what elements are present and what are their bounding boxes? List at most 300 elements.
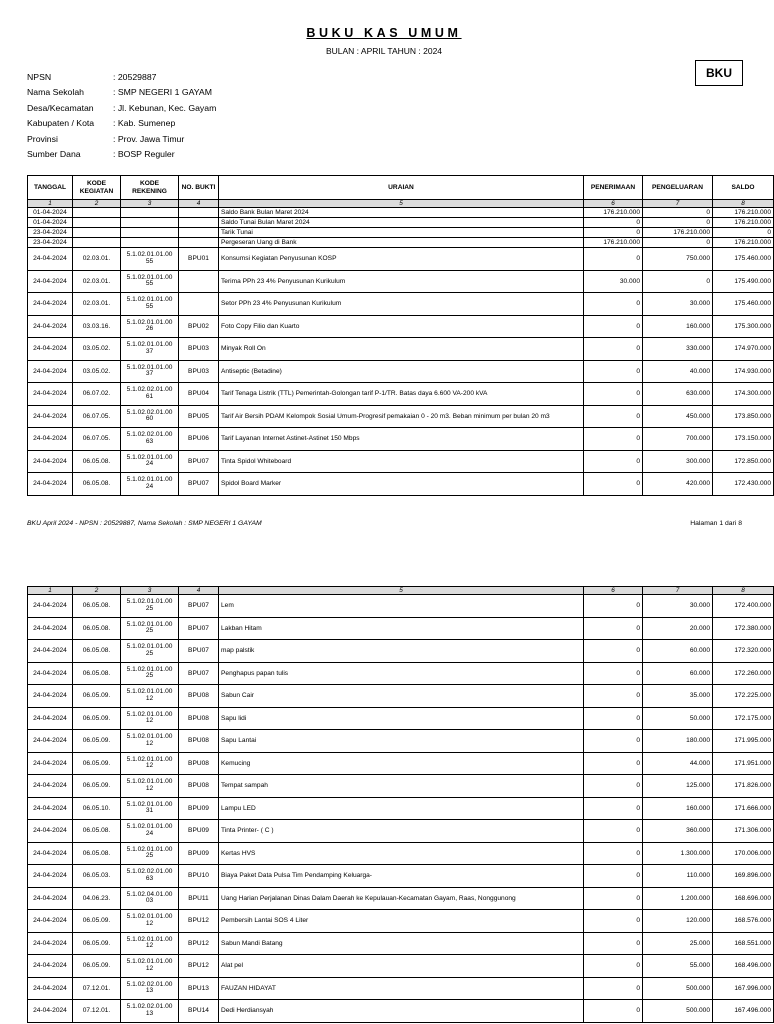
info-row <box>27 147 216 163</box>
cell-tanggal: 24-04-2024 <box>28 315 73 338</box>
kode-rekening-suffix: 12 <box>145 942 154 950</box>
kode-rekening-suffix: 12 <box>145 739 154 747</box>
cell-penerimaan: 0 <box>584 842 643 865</box>
cell-kode-kegiatan: 06.07.05. <box>73 428 121 451</box>
cell-penerimaan: 0 <box>584 820 643 843</box>
cell-kode-kegiatan <box>73 208 121 218</box>
info-label: Sumber Dana <box>27 149 81 160</box>
cell-pengeluaran: 35.000 <box>643 685 713 708</box>
table-row <box>28 752 774 775</box>
cell-pengeluaran: 360.000 <box>643 820 713 843</box>
cell-uraian: Tarif Tenaga Listrik (TTL) Pemerintah-Golongan tarif P-1/TR. Batas daya 6.600 VA-200 kVA <box>219 383 584 406</box>
cell-kode-kegiatan: 07.12.01. <box>73 977 121 1000</box>
cell-saldo: 168.576.000 <box>713 910 774 933</box>
table-header-row <box>28 176 774 200</box>
cell-pengeluaran: 0 <box>643 238 713 248</box>
kode-rekening-suffix: 24 <box>145 460 154 468</box>
cell-uraian: Sabun Mandi Batang <box>219 932 584 955</box>
kode-rekening-main: 5.1.02.02.01.00 <box>126 1003 173 1011</box>
cell-saldo: 172.400.000 <box>713 595 774 618</box>
cell-no-bukti: BPU05 <box>179 405 219 428</box>
cell-penerimaan: 0 <box>584 338 643 361</box>
cell-kode-rekening <box>121 248 179 271</box>
cell-kode-kegiatan: 06.05.10. <box>73 797 121 820</box>
cell-penerimaan: 0 <box>584 617 643 640</box>
table-row <box>28 315 774 338</box>
kode-rekening-main: 5.1.02.01.01.00 <box>126 935 173 943</box>
cell-kode-rekening <box>121 450 179 473</box>
info-value: : SMP NEGERI 1 GAYAM <box>113 87 212 98</box>
table-row <box>28 1000 774 1023</box>
cell-saldo: 172.380.000 <box>713 617 774 640</box>
cell-kode-kegiatan: 06.05.08. <box>73 662 121 685</box>
cell-uraian: Kemucing <box>219 752 584 775</box>
cell-kode-rekening <box>121 842 179 865</box>
cell-no-bukti: BPU08 <box>179 752 219 775</box>
cell-saldo: 176.210.000 <box>713 208 774 218</box>
cell-saldo: 171.666.000 <box>713 797 774 820</box>
cell-saldo: 171.951.000 <box>713 752 774 775</box>
column-number: 7 <box>643 587 713 595</box>
cell-saldo: 172.320.000 <box>713 640 774 663</box>
kode-rekening-main: 5.1.02.01.01.00 <box>126 598 173 606</box>
cell-penerimaan: 0 <box>584 640 643 663</box>
kode-rekening-suffix: 12 <box>145 762 154 770</box>
table-row <box>28 360 774 383</box>
cell-uraian: Sapu lidi <box>219 707 584 730</box>
cell-kode-kegiatan: 02.03.01. <box>73 270 121 293</box>
column-header: URAIAN <box>219 176 584 200</box>
info-value: : Prov. Jawa Timur <box>113 133 185 144</box>
cell-pengeluaran: 330.000 <box>643 338 713 361</box>
cell-kode-kegiatan: 06.05.08. <box>73 617 121 640</box>
cell-no-bukti <box>179 218 219 228</box>
cell-uraian: Lampu LED <box>219 797 584 820</box>
cell-uraian: Foto Copy Filio dan Kuarto <box>219 315 584 338</box>
cell-pengeluaran: 44.000 <box>643 752 713 775</box>
info-row <box>27 100 216 116</box>
cell-saldo: 175.460.000 <box>713 248 774 271</box>
cell-pengeluaran: 1.200.000 <box>643 887 713 910</box>
kode-rekening-suffix: 37 <box>145 347 154 355</box>
cell-uraian: Alat pel <box>219 955 584 978</box>
cell-pengeluaran: 50.000 <box>643 707 713 730</box>
cell-pengeluaran: 0 <box>643 208 713 218</box>
table-row <box>28 707 774 730</box>
kode-rekening-suffix: 63 <box>145 874 154 882</box>
info-row <box>27 69 216 85</box>
cell-kode-rekening <box>121 752 179 775</box>
bku-badge: BKU <box>695 60 743 86</box>
cell-penerimaan: 0 <box>584 662 643 685</box>
column-number: 4 <box>179 587 219 595</box>
info-row <box>27 85 216 101</box>
column-number: 7 <box>643 200 713 208</box>
cell-saldo: 175.460.000 <box>713 293 774 316</box>
table-row <box>28 820 774 843</box>
info-row <box>27 116 216 132</box>
table-row <box>28 797 774 820</box>
cell-penerimaan: 0 <box>584 932 643 955</box>
cell-pengeluaran: 60.000 <box>643 662 713 685</box>
cell-tanggal: 24-04-2024 <box>28 707 73 730</box>
cell-tanggal: 24-04-2024 <box>28 1000 73 1023</box>
cell-kode-rekening <box>121 977 179 1000</box>
cell-penerimaan: 176.210.000 <box>584 208 643 218</box>
kode-rekening-main: 5.1.02.01.01.00 <box>126 620 173 628</box>
cell-no-bukti: BPU02 <box>179 315 219 338</box>
cell-tanggal: 24-04-2024 <box>28 775 73 798</box>
kode-rekening-suffix: 25 <box>145 852 154 860</box>
column-number: 6 <box>584 200 643 208</box>
cell-saldo: 175.300.000 <box>713 315 774 338</box>
table-row <box>28 595 774 618</box>
cell-kode-rekening <box>121 910 179 933</box>
cell-no-bukti: BPU08 <box>179 685 219 708</box>
cell-kode-rekening <box>121 338 179 361</box>
cell-tanggal: 24-04-2024 <box>28 842 73 865</box>
school-info <box>27 69 216 162</box>
kode-rekening-suffix: 55 <box>145 280 154 288</box>
kode-rekening-main: 5.1.02.01.01.00 <box>126 665 173 673</box>
cell-uraian: FAUZAN HIDAYAT <box>219 977 584 1000</box>
cell-no-bukti: BPU07 <box>179 595 219 618</box>
cell-uraian: Kertas HVS <box>219 842 584 865</box>
cell-no-bukti: BPU11 <box>179 887 219 910</box>
cell-kode-kegiatan <box>73 228 121 238</box>
kode-rekening-suffix: 25 <box>145 604 154 612</box>
cell-no-bukti: BPU07 <box>179 662 219 685</box>
cell-kode-kegiatan: 07.12.01. <box>73 1000 121 1023</box>
cell-tanggal: 01-04-2024 <box>28 218 73 228</box>
cell-uraian: Tarif Layanan Internet Astinet-Astinet 150 Mbps <box>219 428 584 451</box>
cell-kode-kegiatan <box>73 218 121 228</box>
document-subtitle: BULAN : APRIL TAHUN : 2024 <box>325 46 443 56</box>
cell-penerimaan: 0 <box>584 218 643 228</box>
kode-rekening-main: 5.1.02.01.01.00 <box>126 476 173 484</box>
cell-tanggal: 24-04-2024 <box>28 662 73 685</box>
cell-kode-kegiatan: 06.05.09. <box>73 752 121 775</box>
cell-tanggal: 23-04-2024 <box>28 238 73 248</box>
info-label: Kabupaten / Kota <box>27 118 95 129</box>
cell-tanggal: 24-04-2024 <box>28 910 73 933</box>
cell-penerimaan: 176.210.000 <box>584 238 643 248</box>
cell-no-bukti: BPU07 <box>179 473 219 496</box>
table-row <box>28 228 774 238</box>
cell-pengeluaran: 176.210.000 <box>643 228 713 238</box>
cell-kode-kegiatan: 06.05.08. <box>73 820 121 843</box>
cell-penerimaan: 0 <box>584 865 643 888</box>
table-row <box>28 450 774 473</box>
cell-tanggal: 24-04-2024 <box>28 293 73 316</box>
cell-no-bukti: BPU12 <box>179 932 219 955</box>
kode-rekening-suffix: 12 <box>145 919 154 927</box>
table-row <box>28 955 774 978</box>
cell-saldo: 168.551.000 <box>713 932 774 955</box>
cell-uraian: Konsumsi Kegiatan Penyusunan KOSP <box>219 248 584 271</box>
cell-no-bukti: BPU09 <box>179 842 219 865</box>
cell-tanggal: 24-04-2024 <box>28 685 73 708</box>
table-row <box>28 640 774 663</box>
kode-rekening-main: 5.1.02.01.01.00 <box>126 845 173 853</box>
table-row <box>28 775 774 798</box>
info-value: : Jl. Kebunan, Kec. Gayam <box>113 102 217 113</box>
kode-rekening-suffix: 37 <box>145 370 154 378</box>
cell-penerimaan: 0 <box>584 730 643 753</box>
table-row <box>28 248 774 271</box>
cell-uraian: Saldo Tunai Bulan Maret 2024 <box>219 218 584 228</box>
cell-uraian: Antiseptic (Betadine) <box>219 360 584 383</box>
kode-rekening-main: 5.1.02.01.01.00 <box>126 755 173 763</box>
cell-kode-rekening <box>121 208 179 218</box>
cell-penerimaan: 0 <box>584 383 643 406</box>
cell-penerimaan: 0 <box>584 405 643 428</box>
kode-rekening-main: 5.1.02.02.01.00 <box>126 431 173 439</box>
cell-saldo: 174.970.000 <box>713 338 774 361</box>
cell-kode-rekening <box>121 685 179 708</box>
cell-tanggal: 24-04-2024 <box>28 977 73 1000</box>
cell-tanggal: 24-04-2024 <box>28 617 73 640</box>
cell-pengeluaran: 750.000 <box>643 248 713 271</box>
column-header: TANGGAL <box>28 176 73 200</box>
cell-no-bukti <box>179 238 219 248</box>
cell-penerimaan: 0 <box>584 752 643 775</box>
cell-penerimaan: 0 <box>584 293 643 316</box>
cell-kode-kegiatan: 06.05.09. <box>73 910 121 933</box>
cell-tanggal: 24-04-2024 <box>28 887 73 910</box>
kode-rekening-main: 5.1.02.01.01.00 <box>126 643 173 651</box>
cell-kode-kegiatan: 06.05.09. <box>73 707 121 730</box>
cell-kode-kegiatan: 02.03.01. <box>73 248 121 271</box>
cell-tanggal: 24-04-2024 <box>28 360 73 383</box>
kode-rekening-main: 5.1.02.01.01.00 <box>126 733 173 741</box>
cell-no-bukti <box>179 270 219 293</box>
kode-rekening-main: 5.1.02.01.01.00 <box>126 273 173 281</box>
cell-kode-kegiatan: 06.05.09. <box>73 955 121 978</box>
cell-saldo: 172.430.000 <box>713 473 774 496</box>
kode-rekening-main: 5.1.02.01.01.00 <box>126 913 173 921</box>
cell-no-bukti <box>179 293 219 316</box>
kode-rekening-suffix: 25 <box>145 672 154 680</box>
cell-kode-rekening <box>121 932 179 955</box>
cell-penerimaan: 0 <box>584 955 643 978</box>
cell-saldo: 171.306.000 <box>713 820 774 843</box>
table-row <box>28 730 774 753</box>
cell-penerimaan: 0 <box>584 595 643 618</box>
kode-rekening-suffix: 55 <box>145 302 154 310</box>
cell-saldo: 175.490.000 <box>713 270 774 293</box>
cell-no-bukti: BPU08 <box>179 730 219 753</box>
cell-tanggal: 24-04-2024 <box>28 338 73 361</box>
cell-saldo: 171.995.000 <box>713 730 774 753</box>
cell-uraian: Terima PPh 23 4% Penyusunan Kurikulum <box>219 270 584 293</box>
table-row <box>28 338 774 361</box>
cell-kode-rekening <box>121 238 179 248</box>
cell-uraian: Minyak Roll On <box>219 338 584 361</box>
table-row <box>28 428 774 451</box>
cell-penerimaan: 0 <box>584 977 643 1000</box>
cell-no-bukti: BPU07 <box>179 617 219 640</box>
cell-kode-rekening <box>121 428 179 451</box>
cell-penerimaan: 0 <box>584 1000 643 1023</box>
kode-rekening-main: 5.1.02.01.01.00 <box>126 251 173 259</box>
cell-uraian: Penghapus papan tulis <box>219 662 584 685</box>
cell-kode-kegiatan: 06.05.08. <box>73 450 121 473</box>
kode-rekening-main: 5.1.02.01.01.00 <box>126 800 173 808</box>
cell-no-bukti: BPU12 <box>179 955 219 978</box>
cell-tanggal: 24-04-2024 <box>28 383 73 406</box>
column-header: PENERIMAAN <box>584 176 643 200</box>
kode-rekening-suffix: 26 <box>145 325 154 333</box>
cell-saldo: 176.210.000 <box>713 238 774 248</box>
cell-no-bukti: BPU14 <box>179 1000 219 1023</box>
cell-tanggal: 24-04-2024 <box>28 428 73 451</box>
info-label: Desa/Kecamatan <box>27 102 94 113</box>
column-number: 8 <box>713 200 774 208</box>
cell-penerimaan: 0 <box>584 248 643 271</box>
cell-kode-kegiatan: 06.05.08. <box>73 640 121 663</box>
cell-pengeluaran: 500.000 <box>643 977 713 1000</box>
cell-kode-rekening <box>121 955 179 978</box>
cell-pengeluaran: 40.000 <box>643 360 713 383</box>
cell-pengeluaran: 20.000 <box>643 617 713 640</box>
table-row <box>28 293 774 316</box>
cell-kode-rekening <box>121 270 179 293</box>
column-header: PENGELUARAN <box>643 176 713 200</box>
cell-uraian: Saldo Bank Bulan Maret 2024 <box>219 208 584 218</box>
column-number: 8 <box>713 587 774 595</box>
table-row <box>28 270 774 293</box>
cell-pengeluaran: 700.000 <box>643 428 713 451</box>
cell-uraian: Tinta Spidol Whiteboard <box>219 450 584 473</box>
kode-rekening-suffix: 24 <box>145 482 154 490</box>
cell-saldo: 169.896.000 <box>713 865 774 888</box>
kode-rekening-main: 5.1.02.01.01.00 <box>126 958 173 966</box>
cell-kode-rekening <box>121 797 179 820</box>
cell-kode-rekening <box>121 595 179 618</box>
cell-kode-rekening <box>121 383 179 406</box>
kode-rekening-suffix: 12 <box>145 717 154 725</box>
cell-tanggal: 23-04-2024 <box>28 228 73 238</box>
column-number: 3 <box>121 587 179 595</box>
cell-pengeluaran: 125.000 <box>643 775 713 798</box>
cell-no-bukti: BPU03 <box>179 360 219 383</box>
cell-penerimaan: 0 <box>584 450 643 473</box>
kode-rekening-suffix: 63 <box>145 437 154 445</box>
cell-uraian: Sabun Cair <box>219 685 584 708</box>
cell-kode-kegiatan: 06.05.03. <box>73 865 121 888</box>
cell-saldo: 0 <box>713 228 774 238</box>
cell-uraian: Dedi Herdiansyah <box>219 1000 584 1023</box>
cell-pengeluaran: 420.000 <box>643 473 713 496</box>
cell-penerimaan: 0 <box>584 473 643 496</box>
cell-saldo: 172.175.000 <box>713 707 774 730</box>
cell-kode-rekening <box>121 228 179 238</box>
cell-kode-kegiatan: 06.05.08. <box>73 595 121 618</box>
cell-kode-rekening <box>121 293 179 316</box>
cell-kode-kegiatan: 06.05.09. <box>73 775 121 798</box>
cell-tanggal: 24-04-2024 <box>28 595 73 618</box>
kode-rekening-main: 5.1.02.01.01.00 <box>126 688 173 696</box>
cell-saldo: 170.006.000 <box>713 842 774 865</box>
kode-rekening-suffix: 12 <box>145 784 154 792</box>
cell-kode-rekening <box>121 1000 179 1023</box>
cell-saldo: 172.260.000 <box>713 662 774 685</box>
cell-saldo: 173.150.000 <box>713 428 774 451</box>
column-number: 6 <box>584 587 643 595</box>
cell-uraian: Lem <box>219 595 584 618</box>
page-number: Halaman 1 dari 8 <box>690 520 742 527</box>
cell-saldo: 168.496.000 <box>713 955 774 978</box>
column-number: 2 <box>73 200 121 208</box>
cell-pengeluaran: 0 <box>643 218 713 228</box>
cell-kode-kegiatan: 03.05.02. <box>73 360 121 383</box>
kode-rekening-main: 5.1.02.04.01.00 <box>126 890 173 898</box>
kode-rekening-main: 5.1.02.01.01.00 <box>126 710 173 718</box>
cell-kode-rekening <box>121 405 179 428</box>
cell-penerimaan: 0 <box>584 910 643 933</box>
cell-kode-rekening <box>121 315 179 338</box>
kode-rekening-main: 5.1.02.02.01.00 <box>126 980 173 988</box>
cell-penerimaan: 0 <box>584 707 643 730</box>
cell-pengeluaran: 120.000 <box>643 910 713 933</box>
cell-no-bukti: BPU09 <box>179 797 219 820</box>
cell-kode-rekening <box>121 218 179 228</box>
kode-rekening-main: 5.1.02.02.01.00 <box>126 386 173 394</box>
cell-uraian: Setor PPh 23 4% Penyusunan Kurikulum <box>219 293 584 316</box>
cell-tanggal: 24-04-2024 <box>28 640 73 663</box>
cell-kode-rekening <box>121 640 179 663</box>
ledger-table-page1 <box>27 175 774 496</box>
cell-no-bukti: BPU13 <box>179 977 219 1000</box>
cell-tanggal: 24-04-2024 <box>28 932 73 955</box>
cell-no-bukti: BPU01 <box>179 248 219 271</box>
cell-no-bukti: BPU07 <box>179 640 219 663</box>
info-label: Nama Sekolah <box>27 87 84 98</box>
table-row <box>28 662 774 685</box>
cell-uraian: Biaya Paket Data Pulsa Tim Pendamping Keluarga- <box>219 865 584 888</box>
cell-tanggal: 24-04-2024 <box>28 248 73 271</box>
kode-rekening-main: 5.1.02.01.01.00 <box>126 296 173 304</box>
table-row <box>28 617 774 640</box>
cell-tanggal: 24-04-2024 <box>28 820 73 843</box>
cell-saldo: 174.300.000 <box>713 383 774 406</box>
cell-pengeluaran: 180.000 <box>643 730 713 753</box>
cell-kode-rekening <box>121 707 179 730</box>
cell-kode-kegiatan: 06.07.02. <box>73 383 121 406</box>
cell-penerimaan: 0 <box>584 887 643 910</box>
cell-kode-rekening <box>121 775 179 798</box>
cell-kode-kegiatan: 06.05.09. <box>73 685 121 708</box>
table-row <box>28 865 774 888</box>
column-number: 1 <box>28 587 73 595</box>
cell-kode-rekening <box>121 730 179 753</box>
table-row <box>28 977 774 1000</box>
cell-tanggal: 01-04-2024 <box>28 208 73 218</box>
info-label: NPSN <box>27 71 52 82</box>
cell-no-bukti: BPU04 <box>179 383 219 406</box>
cell-penerimaan: 0 <box>584 428 643 451</box>
table-row <box>28 685 774 708</box>
cell-kode-kegiatan: 03.05.02. <box>73 338 121 361</box>
column-number-row <box>28 587 774 595</box>
cell-pengeluaran: 60.000 <box>643 640 713 663</box>
cell-pengeluaran: 110.000 <box>643 865 713 888</box>
info-value: : 20529887 <box>113 71 157 82</box>
kode-rekening-suffix: 60 <box>145 415 154 423</box>
table-row <box>28 842 774 865</box>
column-number: 5 <box>219 587 584 595</box>
